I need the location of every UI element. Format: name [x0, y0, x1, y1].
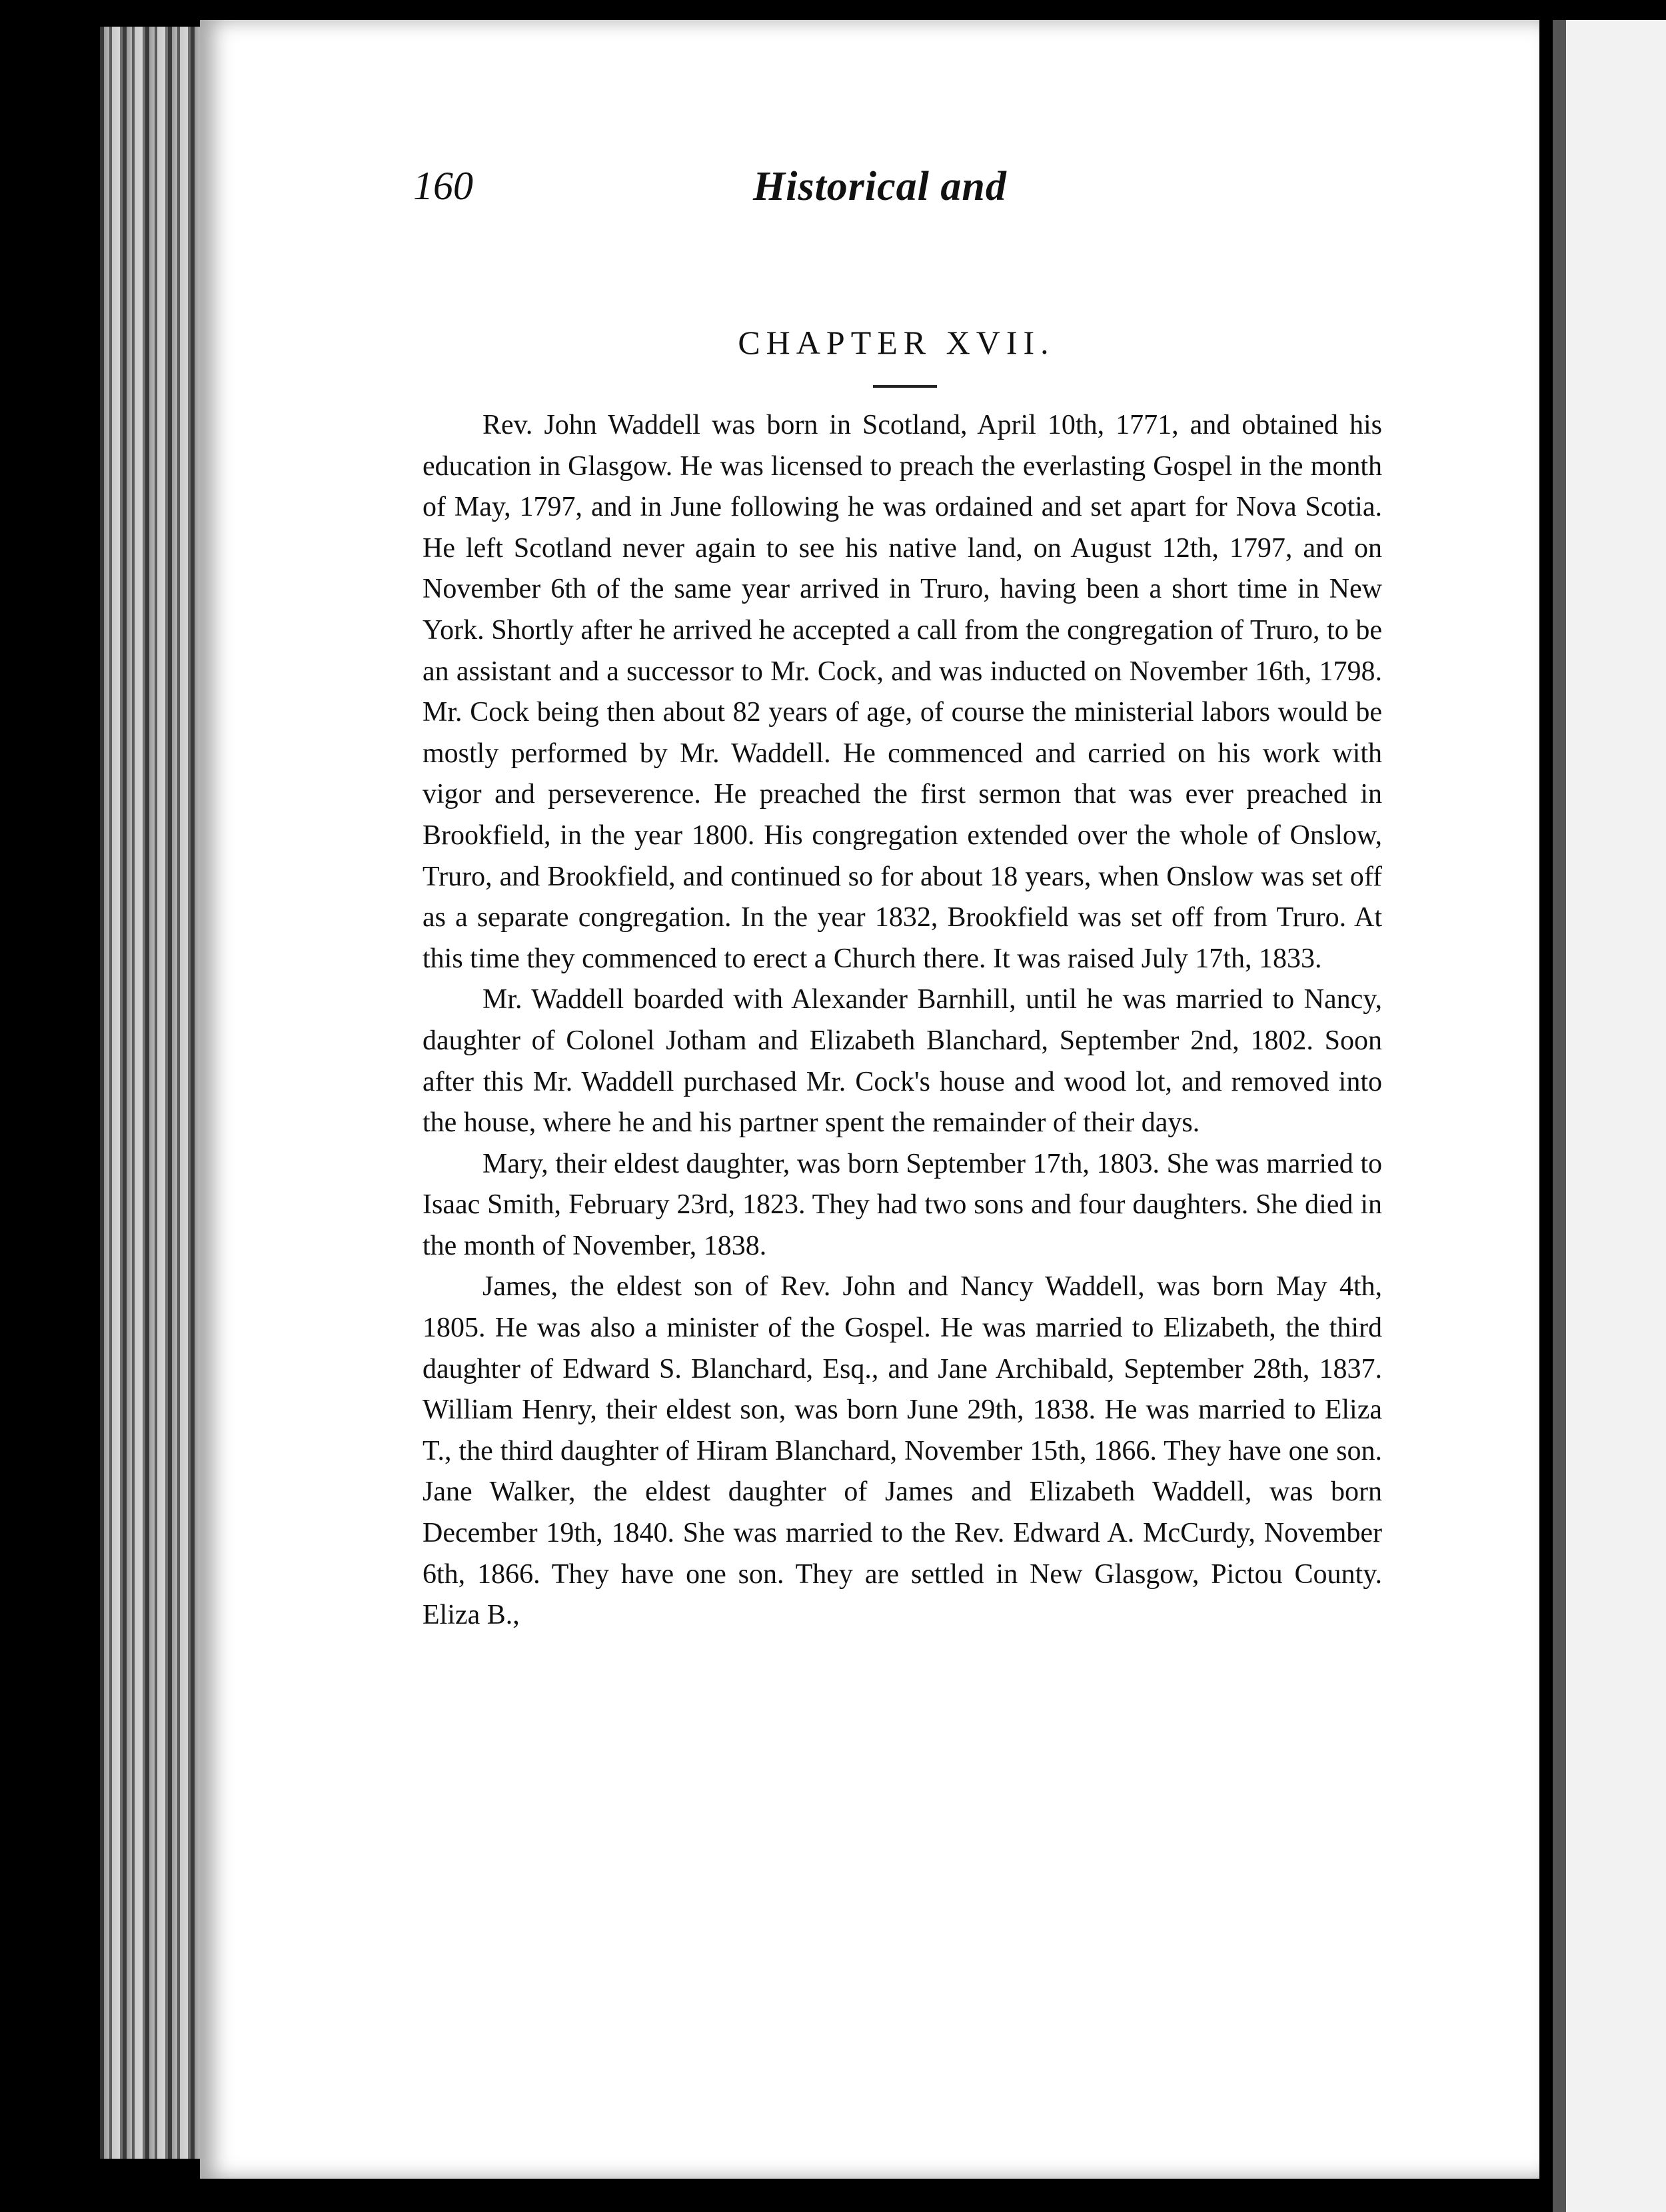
chapter-rule [873, 385, 937, 388]
page-header [413, 163, 1359, 217]
page-number: 160 [413, 164, 473, 208]
running-head: Historical and [753, 164, 1007, 209]
paragraph-3: Mary, their eldest daughter, was born September 17th, 1803. She was married to Isaac Smith, February 23rd, 1823. They had two sons and four daughters. She died in the month of November, 1838. [422, 1148, 1382, 1261]
paragraph-2: Mr. Waddell boarded with Alexander Barnhill, until he was married to Nancy, daughter of Colonel Jotham and Elizabeth Blanchard, September 2nd, 1802. Soon after this Mr. Waddell purchased Mr. Cock's house and wood lot, and removed into the house, where he and his partner spent the remainder of their days. [422, 984, 1382, 1139]
paragraph-4: James, the eldest son of Rev. John and Nancy Waddell, was born May 4th, 1805. He was also a minister of the Gospel. He was married to Elizabeth, the third daughter of Edward S. Blanchard, Esq., and Jane Archibald, September 28th, 1837. William Henry, their eldest son, was born June 29th, 1838. He was married to Eliza T., the third daughter of Hiram Blanchard, November 15th, 1866. They have one son. Jane Walker, the eldest daughter of James and Elizabeth Waddell, was born December 19th, 1840. She was married to the Rev. Edward A. McCurdy, November 6th, 1866. They have one son. They are settled in New Glasgow, Pictou County. Eliza B., [422, 1271, 1382, 1631]
gutter-shadow [1553, 20, 1566, 2212]
paragraph-1: Rev. John Waddell was born in Scotland, April 10th, 1771, and obtained his education in Glasgow. He was licensed to preach the everlasting Gospel in the month of May, 1797, and in June following he was ordained and set apart for Nova Scotia. He left Scotland never again to see his native land, on August 12th, 1797, and on November 6th of the same year arrived in Truro, having been a short time in New York. Shortly after he arrived he accepted a call from the congregation of Truro, to be an assistant and a successor to Mr. Cock, and was inducted on November 16th, 1798. Mr. Cock being then about 82 years of age, of course the ministerial labors would be mostly performed by Mr. Waddell. He commenced and carried on his work with vigor and perseverence. He preached the first sermon that was ever preached in Brookfield, in the year 1800. His congregation extended over the whole of Onslow, Truro, and Brookfield, and continued so for about 18 years, when Onslow was set off as a separate congregation. In the year 1832, Brookfield was set off from Truro. At this time they commenced to erect a Church there. It was raised July 17th, 1833. [422, 410, 1382, 974]
facing-page-edge [1553, 20, 1666, 2212]
body-text [422, 405, 1382, 1636]
chapter-title: CHAPTER XVII. [738, 324, 1055, 361]
